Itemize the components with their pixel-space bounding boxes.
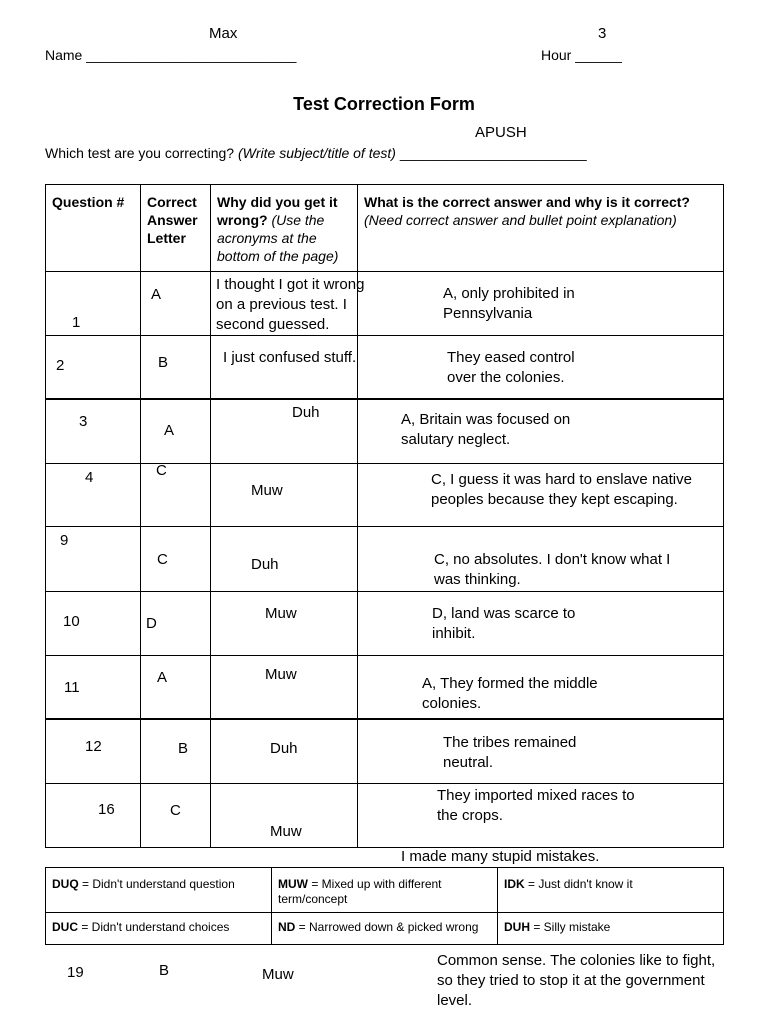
row-why[interactable]: Muw (270, 823, 302, 840)
row-why[interactable]: Muw (265, 666, 297, 683)
test-question (45, 145, 587, 161)
column-header-answer-label: What is the correct answer and why is it correct? (364, 194, 690, 210)
row-letter[interactable]: A (157, 669, 168, 686)
legend-item-duq (52, 877, 267, 892)
column-header-answer (364, 193, 722, 229)
legend-code: DUH (504, 920, 530, 934)
hour-value[interactable]: 3 (598, 25, 607, 42)
extra-row-why[interactable]: Muw (262, 966, 294, 983)
row-question[interactable]: 12 (85, 738, 102, 755)
column-header-why (217, 193, 355, 265)
extra-row-answer[interactable]: Common sense. The colonies like to fight, so they tried to stop it at the government level. (437, 952, 716, 1009)
row-why[interactable]: Muw (265, 605, 297, 622)
row-question[interactable]: 4 (85, 469, 94, 486)
row-question[interactable]: 11 (64, 679, 80, 696)
row-question[interactable]: 3 (79, 413, 88, 430)
row-letter[interactable]: A (164, 422, 175, 439)
legend-desc: = Didn't understand choices (78, 920, 230, 934)
row-letter[interactable]: D (146, 615, 157, 632)
extra-row-letter[interactable]: B (159, 962, 170, 979)
row-letter[interactable]: B (178, 740, 189, 757)
legend-item-nd (278, 920, 493, 935)
column-header-question (52, 193, 138, 211)
row-letter[interactable]: C (156, 462, 167, 479)
row-answer[interactable]: C, I guess it was hard to enslave native peoples because they kept escaping. (431, 471, 692, 508)
row-letter[interactable]: B (158, 354, 169, 371)
row-answer[interactable]: They eased control over the colonies. (447, 349, 575, 386)
hour-label: Hour ______ (541, 47, 622, 63)
legend-item-idk (504, 877, 719, 892)
column-header-why-label: Why did you get it wrong? (217, 194, 338, 228)
row-why[interactable]: Duh (251, 556, 279, 573)
row-question[interactable]: 16 (98, 801, 115, 818)
column-header-letter (147, 193, 207, 247)
row-answer[interactable]: C, no absolutes. I don't know what I was thinking. (434, 551, 671, 588)
legend-code: DUC (52, 920, 78, 934)
row-answer[interactable]: They imported mixed races to the crops. (437, 787, 635, 824)
column-header-answer-hint: (Need correct answer and bullet point explanation) (364, 212, 677, 228)
form-title: Test Correction Form (293, 94, 475, 114)
legend-code: ND (278, 920, 296, 934)
legend-item-duc (52, 920, 267, 935)
test-question-text: Which test are you correcting? (45, 145, 235, 161)
legend-desc: = Silly mistake (530, 920, 611, 934)
legend-code: IDK (504, 877, 525, 891)
row-why[interactable]: Muw (251, 482, 283, 499)
row-letter[interactable]: C (157, 551, 168, 568)
row-answer[interactable]: The tribes remained neutral. (443, 734, 577, 771)
column-header-why-hint: (Use the acronyms at the bottom of the page) (217, 212, 339, 264)
row-question[interactable]: 2 (56, 357, 65, 374)
row-question[interactable]: 9 (60, 532, 69, 549)
legend-desc: = Just didn't know it (524, 877, 633, 891)
test-value[interactable]: APUSH (475, 124, 527, 141)
legend-code: DUQ (52, 877, 79, 891)
extra-note[interactable]: I made many stupid mistakes. (401, 848, 600, 865)
row-why[interactable]: I just confused stuff. (223, 349, 357, 366)
name-value[interactable]: Max (209, 25, 238, 42)
row-letter[interactable]: A (151, 286, 162, 303)
extra-row-question[interactable]: 19 (67, 964, 84, 981)
row-answer[interactable]: A, They formed the middle colonies. (422, 675, 598, 712)
column-header-question-label: Question # (52, 194, 125, 210)
legend-desc: = Didn't understand question (78, 877, 235, 891)
row-answer[interactable]: A, only prohibited in Pennsylvania (443, 285, 575, 322)
legend-code: MUW (278, 877, 308, 891)
column-header-letter-label: Correct Answer Letter (147, 194, 198, 246)
name-label: Name ___________________________ (45, 47, 297, 63)
legend-desc: = Narrowed down & picked wrong (295, 920, 479, 934)
row-answer[interactable]: A, Britain was focused on salutary neglect. (401, 411, 571, 448)
legend-desc: = Mixed up with different term/concept (278, 877, 442, 906)
legend-item-duh (504, 920, 719, 935)
row-why[interactable]: Duh (270, 740, 298, 757)
test-blank: ________________________ (399, 145, 587, 161)
row-answer[interactable]: D, land was scarce to inhibit. (432, 605, 576, 642)
legend-item-muw (278, 877, 493, 907)
test-question-hint: (Write subject/title of test) (237, 145, 396, 161)
row-why[interactable]: Duh (292, 404, 320, 421)
row-why[interactable]: I thought I got it wrong on a previous test. I second guessed. (216, 276, 365, 333)
row-question[interactable]: 10 (63, 613, 80, 630)
row-letter[interactable]: C (170, 802, 181, 819)
row-question[interactable]: 1 (72, 314, 81, 331)
